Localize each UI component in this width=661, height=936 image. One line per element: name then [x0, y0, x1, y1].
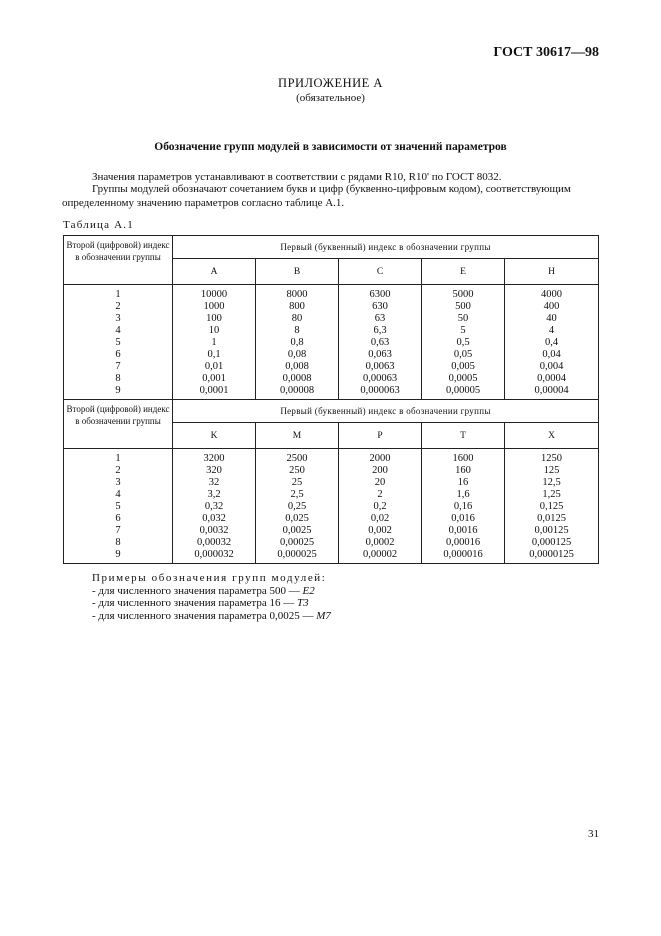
value-cell: 25	[291, 477, 303, 488]
appendix-title: ПРИЛОЖЕНИЕ А	[278, 76, 383, 90]
page-number: 31	[588, 828, 599, 840]
value-cell: 0,0001	[199, 385, 229, 396]
value-cell: 5	[460, 325, 466, 336]
value-cell: 0,032	[202, 513, 226, 524]
digit-cell: 5	[115, 337, 121, 348]
value-cell: 0,0016	[448, 525, 478, 536]
example-item	[92, 585, 331, 598]
value-cell: 0,00025	[279, 537, 315, 548]
digit-cell: 5	[115, 501, 121, 512]
example-text: - для численного значения параметра 500 —	[92, 584, 303, 597]
value-cell: 1	[211, 337, 217, 348]
paragraph-groups	[62, 182, 598, 210]
example-item	[92, 597, 331, 610]
value-cell: 200	[372, 465, 388, 476]
value-column	[256, 285, 339, 400]
examples-title: Примеры обозначения групп модулей:	[92, 572, 327, 584]
value-cell: 1250	[541, 453, 562, 464]
column-letter: T	[422, 423, 505, 449]
value-column	[173, 449, 256, 564]
value-cell: 2500	[286, 453, 308, 464]
value-cell: 0,05	[453, 349, 473, 360]
value-cell: 0,0002	[365, 537, 395, 548]
value-cell: 40	[546, 313, 557, 324]
value-cell: 0,002	[368, 525, 392, 536]
row-index-header: Второй (цифровой) индекс в обозначении группы	[64, 236, 173, 285]
value-cell: 0,000025	[277, 549, 317, 560]
column-letter: X	[505, 423, 599, 449]
digit-cell: 1	[115, 453, 121, 464]
digit-cell: 6	[115, 513, 121, 524]
digit-column	[64, 449, 173, 564]
value-cell: 0,32	[204, 501, 224, 512]
value-cell: 0,1	[207, 349, 221, 360]
value-cell: 12,5	[542, 477, 561, 488]
value-cell: 0,0063	[365, 361, 395, 372]
example-text: - для численного значения параметра 16 —	[92, 597, 297, 609]
digit-cell: 4	[115, 325, 121, 336]
column-letter: A	[173, 259, 256, 285]
table-header-row	[64, 400, 599, 423]
column-letter: C	[339, 259, 422, 285]
value-cell: 0,063	[368, 349, 392, 360]
digit-cell: 6	[115, 349, 121, 360]
value-cell: 0,4	[544, 337, 559, 348]
value-cell: 2,5	[290, 489, 304, 500]
value-cell: 20	[374, 477, 386, 488]
value-cell: 0,00016	[445, 537, 481, 548]
digit-cell: 4	[115, 489, 121, 500]
value-cell: 0,000063	[360, 385, 400, 396]
value-cell: 0,04	[542, 349, 561, 360]
column-letter: H	[505, 259, 599, 285]
column-letter: E	[422, 259, 505, 285]
column-letter: B	[256, 259, 339, 285]
value-cell: 0,0004	[537, 373, 566, 384]
value-cell: 0,63	[370, 337, 390, 348]
value-cell: 0,25	[287, 501, 307, 512]
value-cell: 0,00005	[445, 385, 481, 396]
value-cell: 400	[543, 301, 560, 312]
value-cell: 10000	[200, 289, 228, 300]
value-cell: 0,0008	[282, 373, 312, 384]
value-cell: 320	[206, 465, 222, 476]
value-cell: 1000	[203, 301, 225, 312]
value-cell: 500	[455, 301, 471, 312]
value-cell: 160	[455, 465, 471, 476]
value-cell: 0,5	[456, 337, 470, 348]
value-column	[256, 449, 339, 564]
value-cell: 16	[457, 477, 469, 488]
value-cell: 0,00002	[362, 549, 398, 560]
value-cell: 63	[374, 313, 386, 324]
value-cell: 6,3	[373, 325, 387, 336]
value-cell: 4000	[541, 289, 562, 300]
value-cell: 630	[372, 301, 388, 312]
digit-cell: 1	[115, 289, 121, 300]
value-cell: 0,16	[453, 501, 473, 512]
value-cell: 0,000032	[194, 549, 234, 560]
column-letter: P	[339, 423, 422, 449]
value-cell: 0,08	[287, 349, 307, 360]
example-code: E2	[302, 584, 315, 597]
value-column	[505, 285, 599, 400]
value-cell: 6300	[369, 289, 391, 300]
digit-cell: 9	[115, 385, 121, 396]
table-header-row	[64, 236, 599, 259]
value-cell: 50	[457, 313, 469, 324]
value-cell: 0,125	[539, 501, 564, 512]
value-cell: 2000	[369, 453, 391, 464]
column-letter: M	[256, 423, 339, 449]
digit-cell: 3	[115, 477, 121, 488]
digit-cell: 7	[115, 525, 121, 536]
value-cell: 1,25	[542, 489, 561, 500]
value-cell: 0,025	[285, 513, 309, 524]
value-cell: 0,0025	[282, 525, 312, 536]
value-cell: 0,0125	[537, 513, 566, 524]
digit-cell: 2	[115, 465, 121, 476]
value-cell: 0,8	[290, 337, 304, 348]
examples-block	[92, 572, 331, 622]
table-row	[64, 449, 599, 564]
value-cell: 1600	[452, 453, 474, 464]
value-cell: 800	[289, 301, 305, 312]
value-cell: 3200	[203, 453, 225, 464]
digit-cell: 8	[115, 537, 121, 548]
section-title: Обозначение групп модулей в зависимости от значений параметров	[154, 141, 507, 153]
value-cell: 0,008	[285, 361, 309, 372]
value-cell: 250	[289, 465, 305, 476]
value-cell: 0,02	[370, 513, 390, 524]
letter-index-header: Первый (буквенный) индекс в обозначении группы	[173, 236, 599, 259]
value-cell: 0,016	[451, 513, 475, 524]
table-caption: Таблица А.1	[63, 219, 134, 231]
paragraph-groups-line1: Группы модулей обозначают сочетанием букв и цифр (буквенно-цифровым кодом), соответствующим	[92, 183, 571, 195]
value-column	[173, 285, 256, 400]
value-column	[422, 449, 505, 564]
value-column	[505, 449, 599, 564]
digit-cell: 2	[115, 301, 121, 312]
paragraph-series: Значения параметров устанавливают в соответствии с рядами R10, R10' по ГОСТ 8032.	[92, 171, 502, 183]
value-column	[422, 285, 505, 400]
letter-index-header: Первый (буквенный) индекс в обозначении группы	[173, 400, 599, 423]
value-cell: 5000	[452, 289, 474, 300]
value-cell: 0,000016	[443, 549, 483, 560]
value-cell: 0,2	[373, 501, 387, 512]
column-letter: K	[173, 423, 256, 449]
digit-column	[64, 285, 173, 400]
value-cell: 0,00008	[279, 385, 315, 396]
value-cell: 0,001	[202, 373, 226, 384]
value-cell: 0,005	[451, 361, 475, 372]
value-cell: 80	[291, 313, 303, 324]
value-cell: 1,6	[456, 489, 470, 500]
value-cell: 0,0005	[448, 373, 478, 384]
paragraph-groups-line2: определенному значению параметров согласно таблице А.1.	[62, 197, 345, 209]
value-cell: 0,00063	[362, 373, 398, 384]
value-cell: 32	[208, 477, 220, 488]
value-cell: 10	[208, 325, 220, 336]
value-cell: 3,2	[207, 489, 221, 500]
standard-number: ГОСТ 30617—98	[493, 45, 599, 60]
value-column	[339, 285, 422, 400]
value-column	[339, 449, 422, 564]
value-cell: 125	[543, 465, 560, 476]
value-cell: 0,000125	[531, 537, 572, 548]
value-cell: 0,00125	[534, 525, 569, 536]
value-cell: 0,0032	[199, 525, 229, 536]
digit-cell: 3	[115, 313, 121, 324]
value-cell: 8000	[286, 289, 308, 300]
value-cell: 100	[206, 313, 222, 324]
row-index-header: Второй (цифровой) индекс в обозначении группы	[64, 400, 173, 449]
value-cell: 0,01	[204, 361, 224, 372]
value-cell: 2	[377, 489, 383, 500]
digit-cell: 8	[115, 373, 121, 384]
table-row	[64, 285, 599, 400]
value-cell: 0,004	[539, 361, 564, 372]
value-cell: 4	[548, 325, 555, 336]
value-cell: 0,00004	[534, 385, 569, 396]
example-text: - для численного значения параметра 0,0025 —	[92, 609, 317, 622]
example-code: M7	[316, 609, 331, 622]
example-item	[92, 610, 331, 623]
digit-cell: 9	[115, 549, 121, 560]
example-code: T3	[296, 597, 309, 609]
value-cell: 8	[294, 325, 300, 336]
value-cell: 0,00032	[196, 537, 232, 548]
group-designation-table	[63, 235, 599, 564]
digit-cell: 7	[115, 361, 121, 372]
appendix-subtitle: (обязательное)	[296, 92, 365, 104]
value-cell: 0,0000125	[529, 549, 574, 560]
